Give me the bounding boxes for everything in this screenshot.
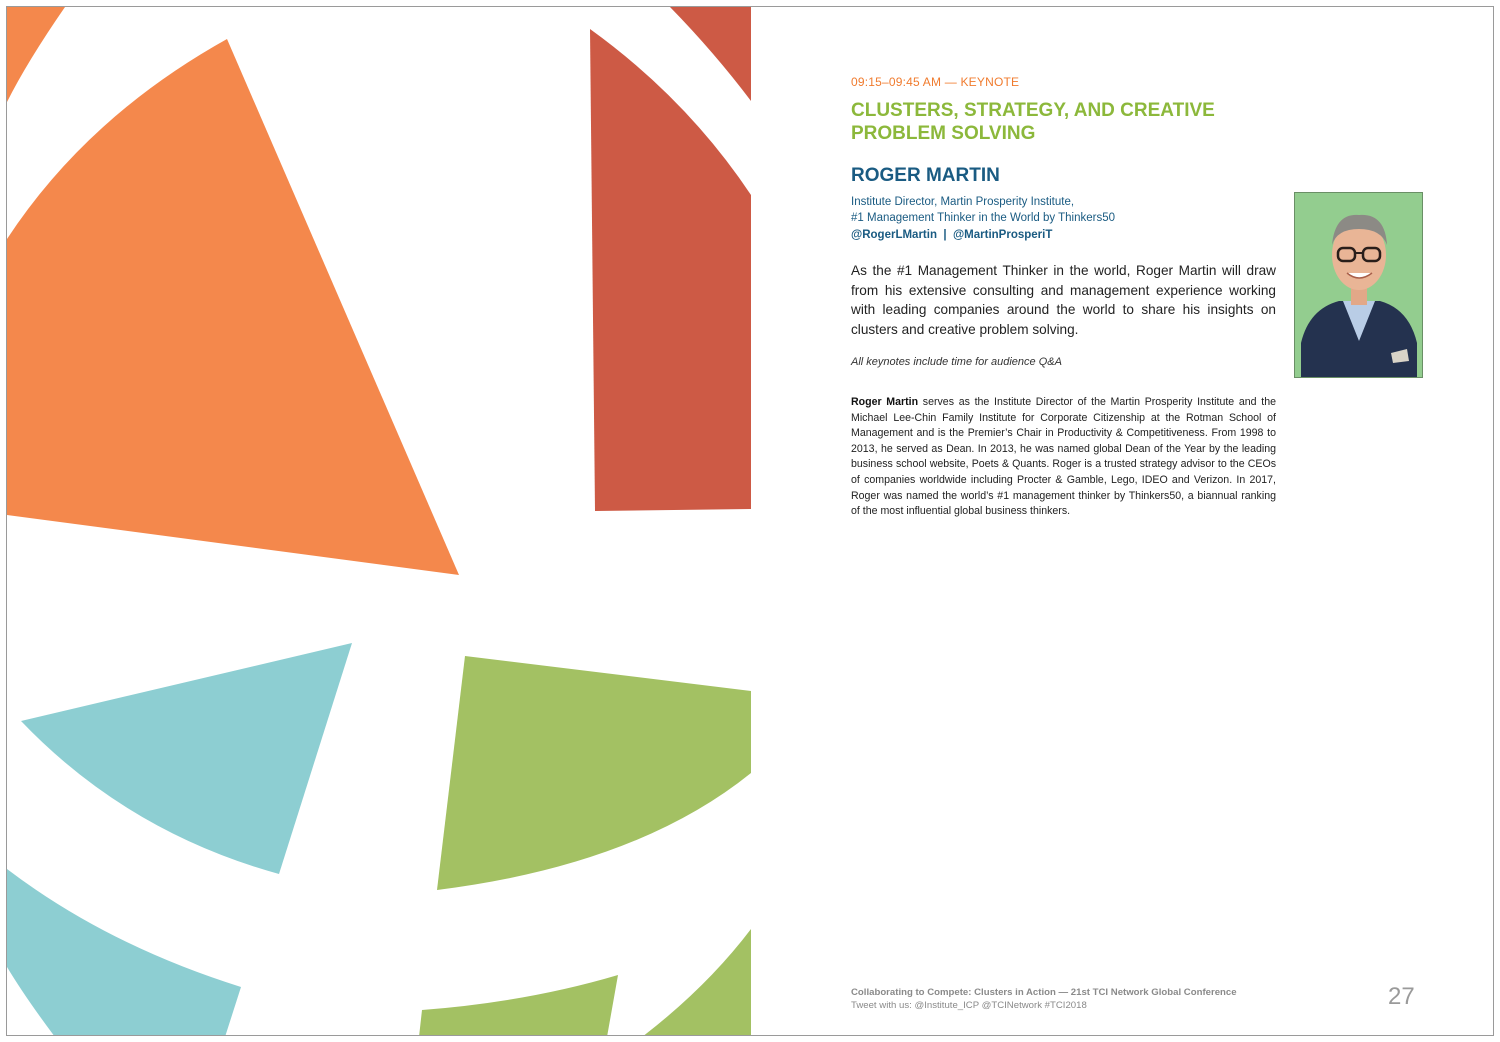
qa-note: All keynotes include time for audience Q&A (851, 356, 1062, 368)
session-title: CLUSTERS, STRATEGY, AND CREATIVE PROBLEM SOLVING (851, 100, 1215, 144)
orange-arc-shape (7, 7, 65, 102)
green-wedge-shape (437, 656, 751, 890)
speaker-role-line2: #1 Management Thinker in the World by Thinkers50 (851, 212, 1116, 224)
teal-lower-shape (7, 869, 241, 1036)
speaker-role (851, 194, 1271, 226)
orange-wedge-shape (7, 39, 459, 575)
footer-tweet: Tweet with us: @Institute_ICP @TCINetwork #TCI2018 (851, 1000, 1087, 1011)
bio-text: serves as the Institute Director of the Martin Prosperity Institute and the Michael Lee-Chin Family Institute for Corporate Citizenship at the Rotman School of Management and is the Premier’s Chair in Productivity & Competitiveness. From 1998 to 2013, he served as Dean. In 2013, he was named global Dean of the Year by the leading business school website, Poets & Quants. Roger is a trusted strategy advisor to the CEOs of companies worldwide including Procter & Gamble, Lego, IDEO and Verizon. In 2017, Roger was named the world’s #1 management thinker by Thinkers50, a biannual ranking of the most influential global business thinkers. (851, 396, 1276, 518)
teal-wedge-shape (21, 643, 352, 874)
bio-name: Roger Martin (851, 396, 919, 408)
page-footer (851, 986, 1237, 1012)
twitter-handles[interactable]: @RogerLMartin | @MartinProsperiT (851, 229, 1053, 241)
green-lower-shape (419, 929, 751, 1036)
right-page (751, 7, 1494, 1036)
decorative-art-panel (7, 7, 751, 1036)
session-intro: As the #1 Management Thinker in the world, Roger Martin will draw from his extensive consulting and management experience working with leading companies around the world to share his insights on clusters and creative problem solving. (851, 263, 1276, 337)
speaker-bio (851, 395, 1276, 520)
session-time: 09:15–09:45 AM — KEYNOTE (851, 75, 1020, 89)
speaker-role-line1: Institute Director, Martin Prosperity Institute, (851, 196, 1075, 208)
speaker-name: ROGER MARTIN (851, 165, 1000, 186)
page-number: 27 (1388, 983, 1415, 1010)
red-wedge-shape (590, 29, 751, 511)
speaker-portrait-icon (1295, 193, 1423, 378)
abstract-shapes (7, 7, 751, 1036)
speaker-photo (1294, 192, 1423, 378)
brochure-spread (6, 6, 1494, 1036)
red-arc-shape (670, 7, 751, 101)
footer-conference: Collaborating to Compete: Clusters in Action — 21st TCI Network Global Conference (851, 987, 1237, 998)
